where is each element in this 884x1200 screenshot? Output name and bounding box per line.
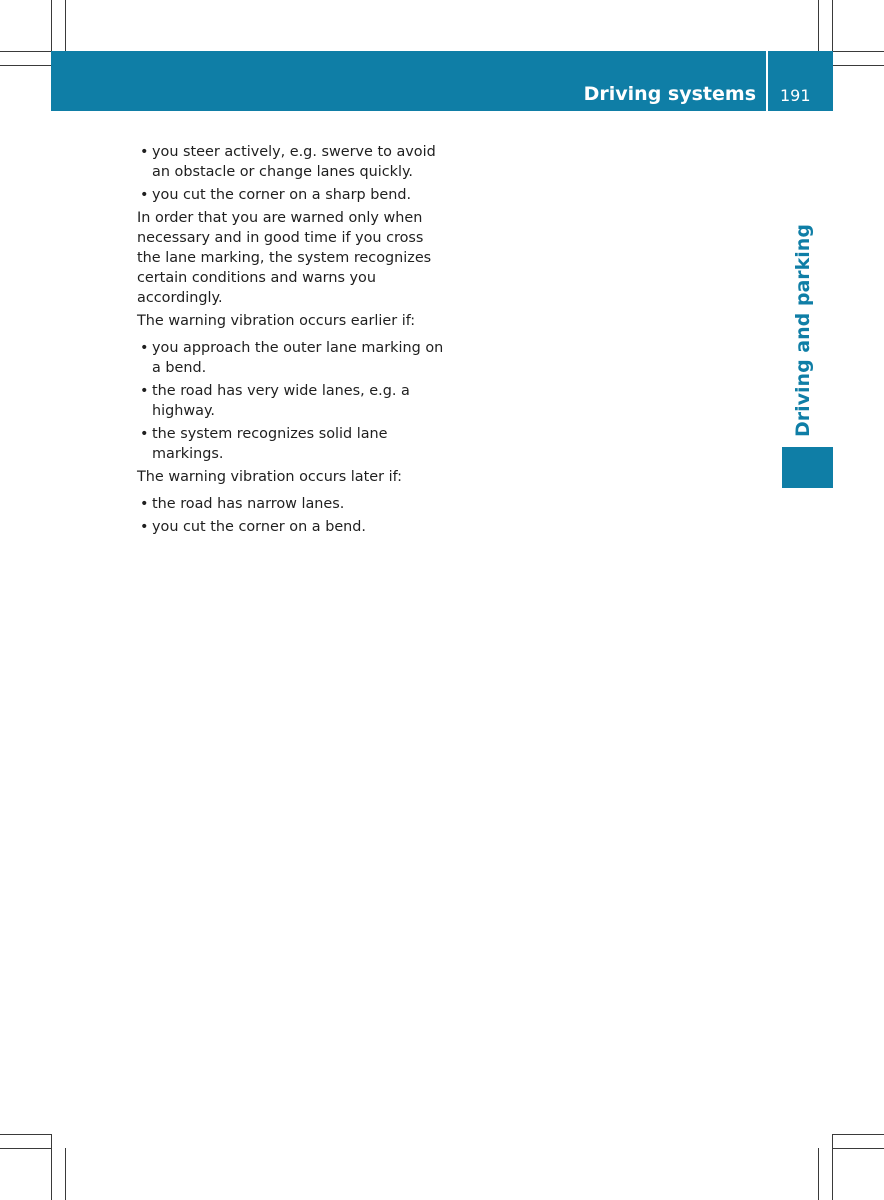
chapter-tab-marker — [782, 447, 833, 488]
crop-mark — [65, 0, 66, 51]
crop-mark — [832, 0, 833, 51]
list-item: • you cut the corner on a bend. — [140, 519, 367, 535]
paragraph: The warning vibration occurs later if: — [137, 469, 403, 485]
crop-mark — [0, 65, 51, 66]
crop-mark — [832, 1134, 833, 1200]
list-item: • the road has very wide lanes, e.g. a highway. — [140, 383, 410, 419]
list-item: • the system recognizes solid lane markings. — [140, 426, 388, 462]
crop-mark — [51, 1134, 52, 1200]
crop-mark — [818, 0, 819, 51]
crop-mark — [833, 51, 884, 52]
crop-mark — [0, 51, 51, 52]
crop-mark — [0, 1148, 51, 1149]
crop-mark — [65, 1148, 66, 1200]
crop-mark — [818, 1148, 819, 1200]
list-item: • you cut the corner on a sharp bend. — [140, 187, 412, 203]
paragraph: In order that you are warned only when necessary and in good time if you cross the lane marking, the system recognizes certain conditions and warns you accordingly. — [137, 210, 432, 306]
bullet-list — [137, 338, 449, 464]
bullet-list — [137, 142, 449, 205]
header-divider — [766, 51, 768, 111]
page-number: 191 — [780, 86, 811, 105]
list-item: • the road has narrow lanes. — [140, 496, 345, 512]
paragraph: The warning vibration occurs earlier if: — [137, 313, 416, 329]
crop-mark — [833, 1148, 884, 1149]
list-item: • you steer actively, e.g. swerve to avoid an obstacle or change lanes quickly. — [140, 144, 436, 180]
crop-mark — [51, 0, 52, 51]
chapter-tab-label: Driving and parking — [792, 224, 814, 437]
crop-mark — [0, 1134, 51, 1135]
bullet-list — [137, 494, 449, 537]
section-title: Driving systems — [583, 83, 756, 105]
crop-mark — [833, 1134, 884, 1135]
crop-mark — [833, 65, 884, 66]
list-item: • you approach the outer lane marking on a bend. — [140, 340, 444, 376]
body-text — [137, 142, 449, 540]
